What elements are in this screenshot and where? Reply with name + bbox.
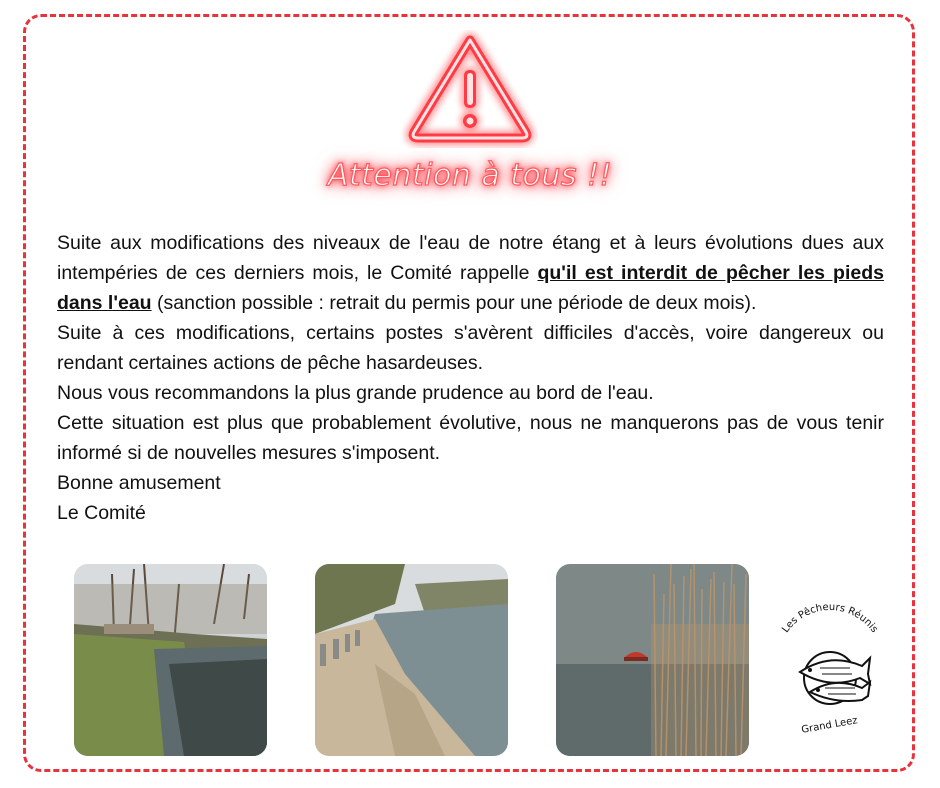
notice-body xyxy=(57,228,884,528)
svg-text:Les Pêcheurs Réunis xyxy=(780,602,879,635)
club-logo xyxy=(770,600,890,740)
photo-flooded-bank xyxy=(74,564,267,756)
prohibition-emphasis: qu'il est interdit de pêcher les pieds dans l'eau xyxy=(57,262,884,314)
notice-title: Attention à tous !! xyxy=(327,158,613,193)
photo-reeds xyxy=(556,564,749,756)
paragraph-4: Cette situation est plus que probablement évolutive, nous ne manquerons pas de vous tenir informé si de nouvelles mesures s'imposent. xyxy=(57,412,884,464)
warning-triangle-icon xyxy=(402,30,538,148)
paragraph-3: Nous vous recommandons la plus grande prudence au bord de l'eau. xyxy=(57,382,654,404)
signature: Le Comité xyxy=(57,502,146,524)
fish-icon xyxy=(800,652,870,704)
paragraph-1 xyxy=(57,228,884,318)
paragraph-2: Suite à ces modifications, certains postes s'avèrent difficiles d'accès, voire dangereux ou rendant certaines actions de pêche hasardeuses. xyxy=(57,322,884,374)
paragraph-1-start: Suite aux modifications des niveaux de l'eau de notre étang et à leurs évolutions dues aux intempéries de ces derniers mois, le Comité rappelle xyxy=(57,232,884,284)
paragraph-5: Bonne amusement xyxy=(57,472,221,494)
paragraph-1-end: (sanction possible : retrait du permis pour une période de deux mois). xyxy=(151,292,757,314)
logo-top-text: Les Pêcheurs Réunis xyxy=(780,601,880,635)
logo-bottom-text: Grand Leez xyxy=(800,715,859,736)
photo-sandy-shore xyxy=(315,564,508,756)
